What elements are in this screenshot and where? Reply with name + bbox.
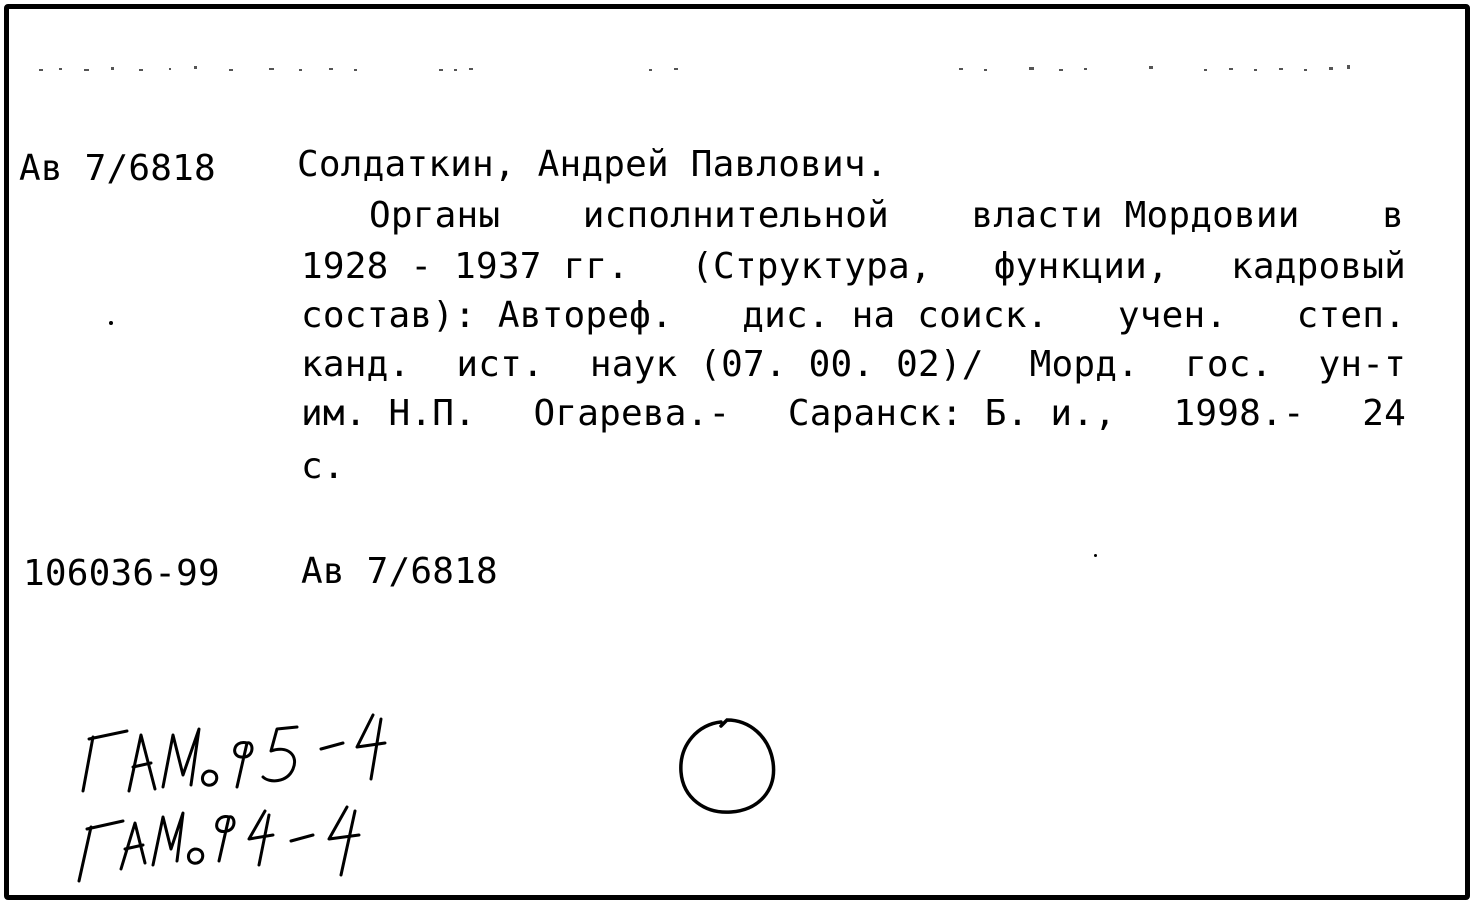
handwritten-notes xyxy=(59,699,479,889)
word: наук (07. 00. 02)/ xyxy=(589,344,984,385)
catalog-card xyxy=(4,4,1470,900)
word: в xyxy=(1382,195,1404,236)
call-number: Ав 7/6818 xyxy=(19,148,216,189)
stray-dot xyxy=(109,321,113,325)
word: кадровый xyxy=(1230,246,1406,287)
description-line-2 xyxy=(301,246,1406,287)
word: Морд. xyxy=(1029,344,1139,385)
description-line-6 xyxy=(301,446,345,487)
word: им. Н.П. xyxy=(301,393,476,434)
circle-mark xyxy=(669,714,789,824)
word: гос. xyxy=(1184,344,1273,385)
scan-noise-row xyxy=(29,57,1359,77)
word: 1998.- xyxy=(1173,393,1305,434)
word: учен. xyxy=(1117,295,1228,336)
handwritten-note-1 xyxy=(83,715,385,791)
word: исполнительной xyxy=(582,195,889,236)
word: власти Мордовии xyxy=(971,195,1300,236)
word: функции, xyxy=(993,246,1169,287)
word: Органы xyxy=(369,195,501,236)
inventory-number: 106036-99 xyxy=(23,553,220,594)
handwritten-note-2 xyxy=(79,807,359,881)
word: 24 xyxy=(1362,393,1406,434)
word: канд. xyxy=(301,344,411,385)
word: степ. xyxy=(1296,295,1406,336)
description-line-1 xyxy=(369,195,1404,236)
description-line-5 xyxy=(301,393,1406,434)
word: состав): Автореф. xyxy=(301,295,673,336)
word: Саранск: Б. и., xyxy=(787,393,1116,434)
word: 1928 - 1937 гг. xyxy=(301,246,630,287)
description-line-3 xyxy=(301,295,1406,336)
word: дис. на соиск. xyxy=(742,295,1049,336)
word: ист. xyxy=(456,344,544,385)
word: Огарева.- xyxy=(533,393,731,434)
stray-dot xyxy=(1094,554,1097,557)
description-line-4 xyxy=(301,344,1406,385)
author-heading: Солдаткин, Андрей Павлович. xyxy=(297,144,888,185)
word: с. xyxy=(301,446,345,487)
word: (Структура, xyxy=(691,246,932,287)
shelf-mark: Ав 7/6818 xyxy=(301,551,498,592)
word: ун-т xyxy=(1318,344,1406,385)
